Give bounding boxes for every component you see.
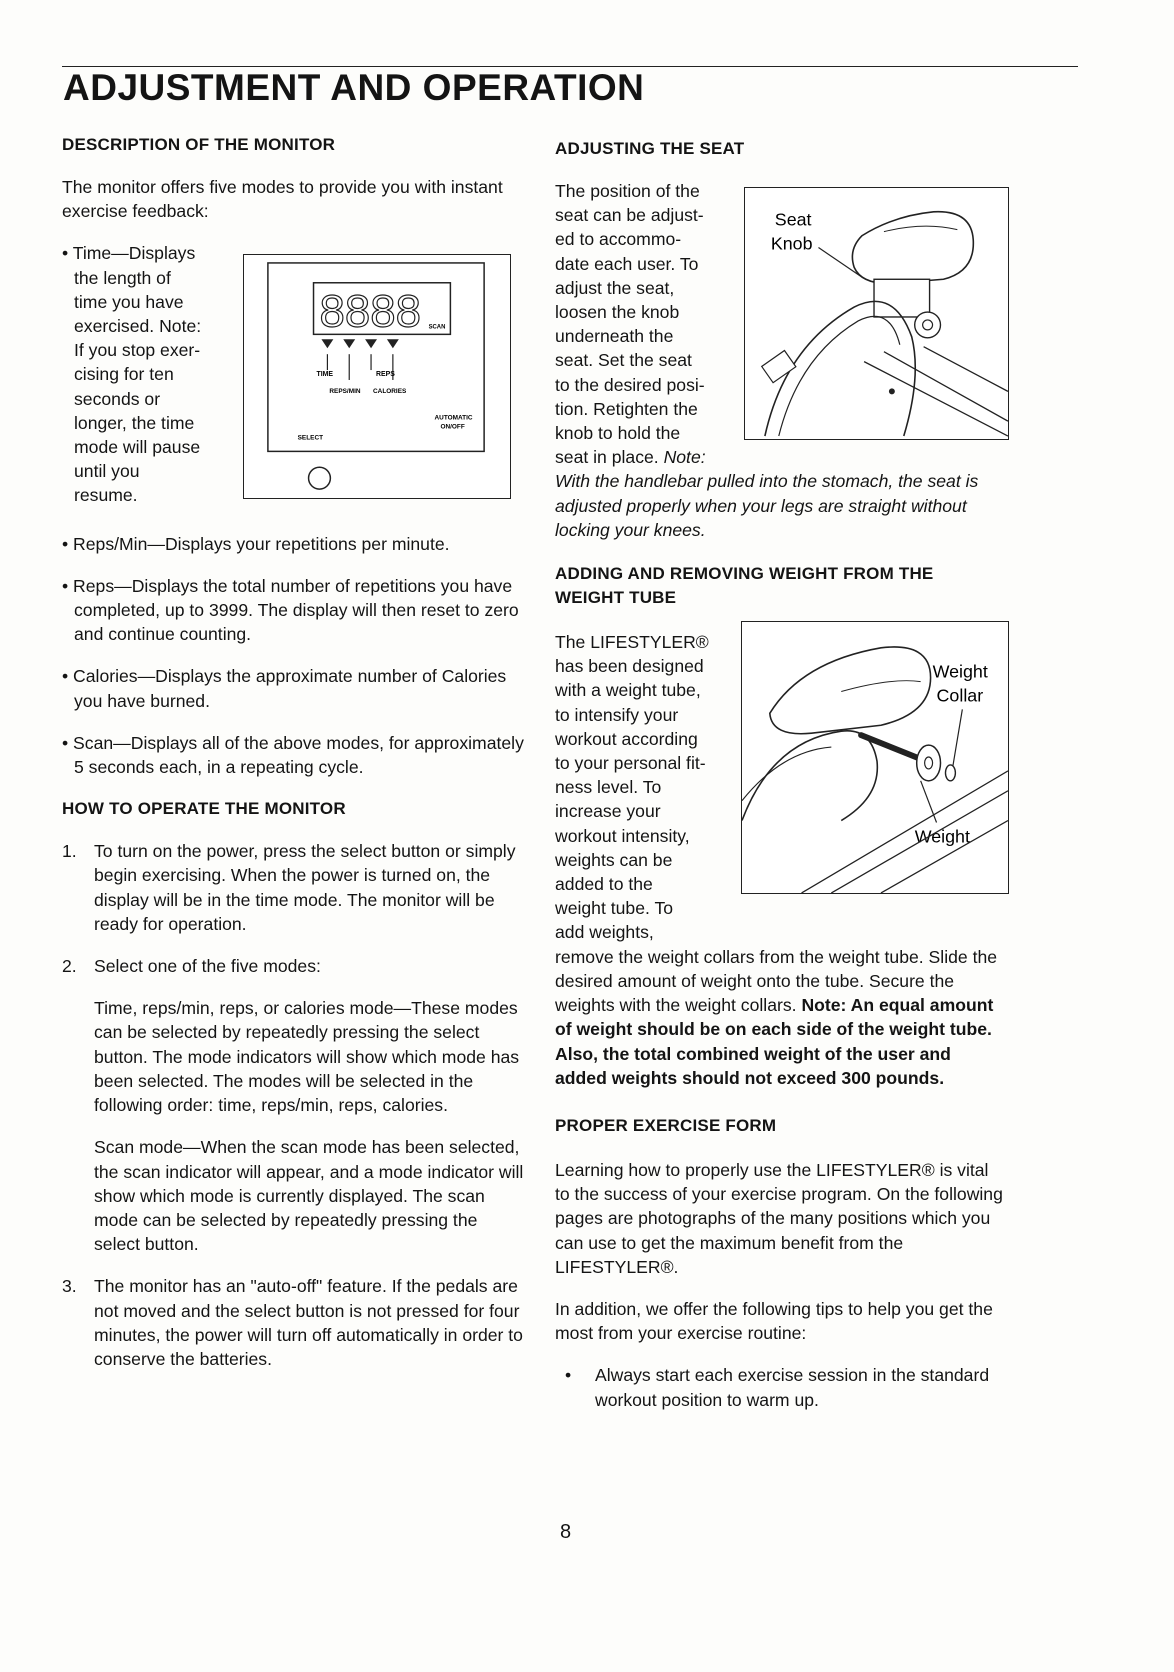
seat-line: knob to hold the	[555, 423, 681, 444]
automatic-label: AUTOMATIC	[434, 414, 473, 422]
seat-illustration	[745, 188, 1008, 439]
seat-last-line	[555, 445, 740, 469]
seat-figure	[744, 187, 1009, 440]
bolt	[889, 388, 895, 394]
weight-collar-label-1: Weight	[932, 661, 988, 682]
repsmin-label: REPS/MIN	[329, 387, 361, 395]
step-2-para-2: Scan mode—When the scan mode has been selected, the scan indicator will appear, and a mode indicator will show which mode is currently displayed. The scan mode can be selected by repeatedly pressing the select button.	[94, 1137, 524, 1255]
mode-indicator-arrows	[321, 339, 398, 348]
time-label: TIME	[316, 371, 334, 379]
seat-line: tion. Retighten the	[555, 398, 698, 419]
form-bullet	[555, 1363, 1007, 1411]
weight-tube	[861, 735, 921, 759]
bullet-calories: • Calories—Displays the approximate number of Calories you have burned.	[62, 666, 507, 711]
weight-paragraph	[555, 945, 1007, 1090]
monitor-intro: The monitor offers five modes to provide you with instant exercise feedback:	[62, 177, 503, 222]
weight-line: workout intensity,	[555, 825, 690, 846]
form-para-2: In addition, we offer the following tips to help you get the most from your exercise routine:	[555, 1298, 993, 1344]
time-line: exercised. Note:	[74, 316, 202, 337]
step-2-para-1: Time, reps/min, reps, or calories mode—These modes can be selected by repeatedly pressing the select button. The mode indicators will show which mode has been selected. The modes will be selected in the following order: time, reps/min, reps, calories.	[94, 998, 520, 1116]
weight-line: added to the	[555, 874, 653, 895]
reps-label: REPS	[376, 371, 395, 379]
step-number: 1.	[62, 841, 77, 862]
time-line: resume.	[74, 485, 138, 506]
weight-line: The LIFESTYLER®	[555, 632, 709, 653]
bullet-repsmin: • Reps/Min—Displays your repetitions per minute.	[62, 533, 450, 554]
page-number: 8	[560, 1521, 572, 1543]
form-para-1: Learning how to properly use the LIFESTYLER® is vital to the success of your exercise program. On the following pages are photographs of the many positions which you can use to get the maximum benefit from the LIFESTYLER®.	[555, 1159, 1003, 1277]
seat-cushion	[852, 212, 973, 284]
weight-line: weight tube. To	[555, 898, 674, 919]
collar-leader-line	[952, 709, 962, 769]
seat-note-label: Note:	[663, 447, 706, 468]
time-line: until you	[74, 461, 140, 482]
frame-inner	[779, 316, 900, 436]
weight-line: add weights,	[555, 922, 654, 943]
seat-label: Seat	[774, 209, 812, 230]
time-line: seconds or	[74, 388, 161, 409]
knob	[915, 312, 941, 338]
time-line: cising for ten	[74, 364, 174, 385]
weight-line: has been designed	[555, 656, 704, 677]
step-text: Select one of the five modes:	[94, 956, 321, 977]
frame-arm	[742, 731, 877, 821]
select-label: SELECT	[297, 434, 324, 442]
seat-line: seat can be adjust-	[555, 205, 704, 226]
onoff-label: ON/OFF	[440, 423, 465, 431]
weight-figure	[741, 621, 1009, 894]
time-line: If you stop exer-	[74, 340, 201, 361]
weight-leader-line	[921, 781, 937, 823]
time-line: time you have	[74, 291, 184, 312]
seat-line: seat in place.	[555, 447, 664, 468]
bullet-dot: •	[565, 1365, 572, 1386]
weight-collar-label-2: Collar	[936, 685, 984, 706]
weight-illustration	[742, 622, 1008, 893]
time-line: • Time—Displays	[62, 243, 196, 264]
lcd-digits: 8888	[319, 285, 421, 337]
seat-heading: ADJUSTING THE SEAT	[555, 139, 745, 158]
weight-line: increase your	[555, 801, 661, 822]
scan-label: SCAN	[428, 324, 446, 331]
time-line: the length of	[74, 267, 171, 288]
weight-collar	[945, 765, 955, 781]
base-rails	[802, 771, 1008, 893]
monitor-heading: DESCRIPTION OF THE MONITOR	[62, 135, 336, 154]
seat-line: The position of the	[555, 181, 700, 201]
step-text: To turn on the power, press the select button or simply begin exercising. When the power is turned on, the display will be in the time mode. The monitor will be ready for operation.	[94, 841, 516, 934]
seat-cushion	[770, 647, 931, 734]
knob-label: Knob	[770, 233, 813, 254]
seat-line: adjust the seat,	[555, 277, 675, 298]
weight-label: Weight	[914, 826, 970, 847]
weight-line: to intensify your	[555, 704, 679, 725]
weight-text	[555, 630, 740, 945]
handle-part	[762, 350, 796, 382]
step-1	[62, 839, 527, 936]
page-title: ADJUSTMENT AND OPERATION	[63, 67, 645, 108]
seat-note-text: With the handlebar pulled into the stomach, the seat is adjusted properly when your legs are straight without locking your knees.	[555, 471, 979, 540]
seat-line: to the desired posi-	[555, 374, 705, 395]
time-line: mode will pause	[74, 437, 201, 458]
weight-heading: ADDING AND REMOVING WEIGHT FROM THE WEIGHT TUBE	[555, 564, 934, 608]
weight-line: weights can be	[555, 849, 673, 870]
monitor-figure	[243, 254, 511, 499]
weight-para-plain: remove the weight collars from the weight tube. Slide the desired amount of weight onto the tube. Secure the weights with the weight collars.	[555, 946, 998, 1016]
seat-line: seat. Set the seat	[555, 350, 692, 371]
step-number: 3.	[62, 1276, 77, 1297]
step-2	[62, 954, 527, 978]
select-button[interactable]	[309, 467, 331, 489]
form-heading: PROPER EXERCISE FORM	[555, 1115, 777, 1135]
seat-text	[555, 179, 740, 469]
step-text: The monitor has an "auto-off" feature. If the pedals are not moved and the select button is not pressed for four minutes, the power will turn off automatically in order to conserve the batteries.	[94, 1276, 523, 1369]
step-3	[62, 1274, 527, 1371]
bullet-scan: • Scan—Displays all of the above modes, for approximately 5 seconds each, in a repeating cycle.	[62, 732, 524, 778]
weight-line: to your personal fit-	[555, 753, 706, 774]
weight-note-bold: Note: An equal amount of weight should be on each side of the weight tube. Also, the total combined weight of the user and added weights should not exceed 300 pounds.	[555, 995, 994, 1088]
monitor-illustration	[244, 255, 510, 498]
bullet-reps: • Reps—Displays the total number of repetitions you have completed, up to 3999. The display will then reset to zero and continue counting.	[62, 575, 519, 645]
step-number: 2.	[62, 956, 77, 977]
weight-line: ness level. To	[555, 777, 662, 798]
weight-line: with a weight tube,	[555, 680, 701, 701]
operate-heading: HOW TO OPERATE THE MONITOR	[62, 799, 346, 819]
form-bullet-text: Always start each exercise session in the standard workout position to warm up.	[595, 1365, 990, 1410]
base-rails	[864, 347, 1008, 436]
weight-line: workout according	[555, 728, 698, 749]
calories-label: CALORIES	[373, 387, 407, 395]
seat-line: ed to accommo-	[555, 229, 682, 250]
seat-bracket	[874, 279, 930, 317]
seat-line: loosen the knob	[555, 302, 680, 323]
seat-line: date each user. To	[555, 253, 699, 274]
time-line: longer, the time	[74, 412, 195, 433]
seat-line: underneath the	[555, 326, 674, 347]
weight-plate	[917, 745, 941, 781]
